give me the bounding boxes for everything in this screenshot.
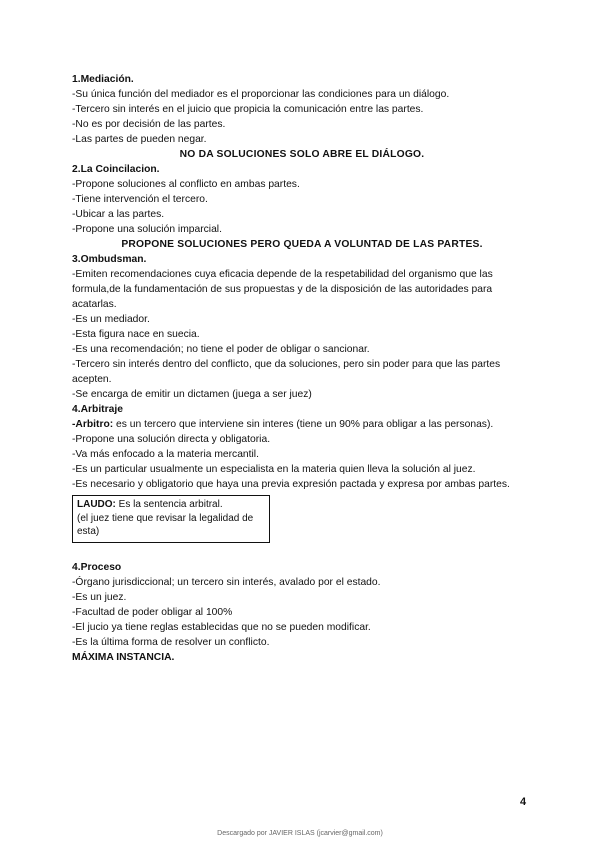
proceso-line: -El jucio ya tiene reglas establecidas que no se pueden modificar.: [72, 621, 371, 633]
arbitraje-line: -Propone una solución directa y obligatoria.: [72, 434, 271, 445]
ombudsman-line: -Emiten recomendaciones cuya eficacia depende de la respetabilidad del organismo que las formula,de la fundamentación de sus propuestas y de la disposición de las autoridades para acatarlas.: [72, 269, 493, 310]
ombudsman-line: -Es una recomendación; no tiene el poder de obligar o sancionar.: [72, 344, 370, 355]
arbitraje-definition: [72, 417, 532, 432]
proceso-line: -Es un juez.: [72, 591, 127, 603]
conciliacion-line: -Tiene intervención el tercero.: [72, 194, 208, 205]
download-footer: Descargado por JAVIER ISLAS (jcarvier@gmail.com): [217, 830, 383, 837]
mediacion-line: -Tercero sin interés en el juicio que propicia la comunicación entre las partes.: [72, 104, 424, 115]
heading-conciliacion: 2.La Coincilacion.: [72, 164, 160, 175]
ombudsman-line: -Es un mediador.: [72, 314, 150, 325]
laudo-text: Es la sentencia arbitral.: [115, 499, 223, 510]
mediacion-line: -Las partes de pueden negar.: [72, 134, 207, 145]
ombudsman-line: -Tercero sin interés dentro del conflicto, que da soluciones, pero sin poder para que las partes acepten.: [72, 359, 501, 385]
mediacion-conclusion: NO DA SOLUCIONES SOLO ABRE EL DIÁLOGO.: [179, 149, 425, 160]
document-body: [72, 72, 532, 665]
heading-mediacion: 1.Mediación.: [72, 74, 134, 85]
conciliacion-line: -Propone soluciones al conflicto en ambas partes.: [72, 179, 300, 190]
proceso-line: -Es la última forma de resolver un conflicto.: [72, 636, 270, 648]
mediacion-line: -No es por decisión de las partes.: [72, 119, 226, 130]
proceso-line: -Facultad de poder obligar al 100%: [72, 606, 233, 618]
mediacion-line: -Su única función del mediador es el proporcionar las condiciones para un diálogo.: [72, 89, 450, 100]
laudo-box: [72, 495, 270, 543]
heading-arbitraje: 4.Arbitraje: [72, 404, 123, 415]
arbitraje-line: -Es un particular usualmente un especialista en la materia quien lleva la solución al juez.: [72, 464, 476, 475]
arbitro-text: es un tercero que interviene sin interes (tiene un 90% para obligar a las personas).: [113, 419, 494, 430]
heading-ombudsman: 3.Ombudsman.: [72, 254, 147, 265]
ombudsman-line: -Esta figura nace en suecia.: [72, 329, 200, 340]
proceso-conclusion: MÁXIMA INSTANCIA.: [72, 651, 175, 663]
page-number: 4: [520, 796, 527, 808]
proceso-line: -Órgano jurisdiccional; un tercero sin interés, avalado por el estado.: [72, 576, 381, 588]
section-spacer: [72, 545, 532, 560]
conciliacion-line: -Propone una solución imparcial.: [72, 224, 222, 235]
arbitraje-line: -Es necesario y obligatorio que haya una previa expresión pactada y expresa por ambas partes.: [72, 479, 510, 490]
heading-proceso: 4.Proceso: [72, 561, 122, 573]
conciliacion-line: -Ubicar a las partes.: [72, 209, 165, 220]
laudo-label: LAUDO:: [77, 499, 116, 510]
conciliacion-conclusion: PROPONE SOLUCIONES PERO QUEDA A VOLUNTAD DE LAS PARTES.: [121, 239, 483, 250]
ombudsman-line: -Se encarga de emitir un dictamen (juega a ser juez): [72, 389, 312, 400]
arbitro-label: -Arbitro:: [72, 419, 114, 430]
arbitraje-line: -Va más enfocado a la materia mercantil.: [72, 449, 259, 460]
laudo-note: (el juez tiene que revisar la legalidad de esta): [77, 512, 254, 537]
